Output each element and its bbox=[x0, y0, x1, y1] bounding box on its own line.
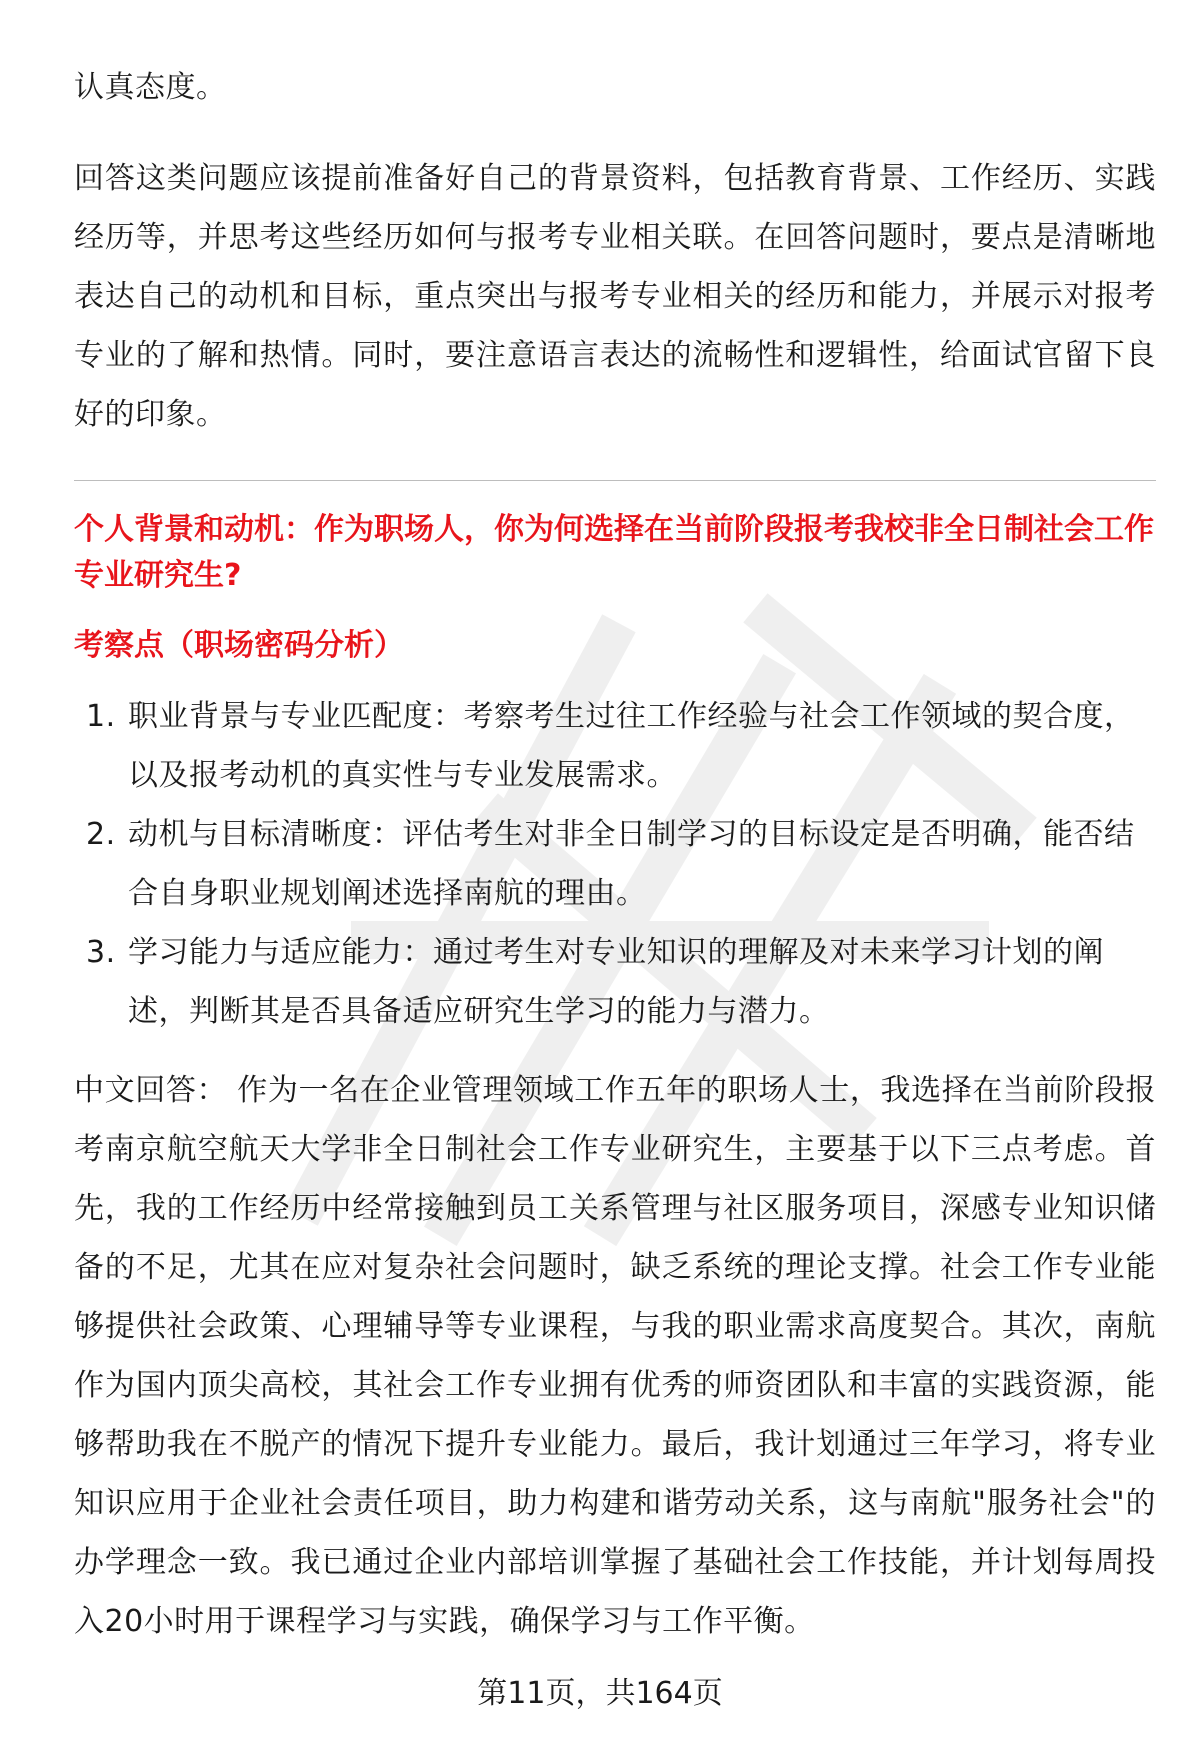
question-heading: 个人背景和动机：作为职场人，你为何选择在当前阶段报考我校非全日制社会工作专业研究生? bbox=[74, 512, 1154, 593]
list-item-number: 3. bbox=[86, 935, 116, 970]
list-item bbox=[74, 805, 1156, 923]
assessment-subheading: 考察点（职场密码分析） bbox=[74, 628, 404, 663]
assessment-points-list bbox=[74, 687, 1156, 1041]
list-item-text: 学习能力与适应能力：通过考生对专业知识的理解及对未来学习计划的阐述，判断其是否具备适应研究生学习的能力与潜力。 bbox=[128, 935, 1104, 1029]
list-item bbox=[74, 923, 1156, 1041]
intro-tail-text: 认真态度。 bbox=[74, 70, 227, 105]
list-item-number: 2. bbox=[86, 817, 116, 852]
page-number-footer: 第11页，共164页 bbox=[477, 1676, 723, 1711]
list-item-number: 1. bbox=[86, 699, 116, 734]
list-item-text: 动机与目标清晰度：评估考生对非全日制学习的目标设定是否明确，能否结合自身职业规划阐述选择南航的理由。 bbox=[128, 817, 1135, 911]
section-divider bbox=[74, 480, 1156, 481]
page-content bbox=[74, 40, 1156, 1651]
list-item-text: 职业背景与专业匹配度：考察考生过往工作经验与社会工作领域的契合度，以及报考动机的真实性与专业发展需求。 bbox=[128, 699, 1135, 793]
advice-paragraph: 回答这类问题应该提前准备好自己的背景资料，包括教育背景、工作经历、实践经历等，并思考这些经历如何与报考专业相关联。在回答问题时，要点是清晰地表达自己的动机和目标，重点突出与报考专业相关的经历和能力，并展示对报考专业的了解和热情。同时，要注意语言表达的流畅性和逻辑性，给面试官留下良好的印象。 bbox=[74, 161, 1156, 432]
answer-paragraph: 中文回答： 作为一名在企业管理领域工作五年的职场人士，我选择在当前阶段报考南京航空航天大学非全日制社会工作专业研究生，主要基于以下三点考虑。首先，我的工作经历中经常接触到员工关系管理与社区服务项目，深感专业知识储备的不足，尤其在应对复杂社会问题时，缺乏系统的理论支撑。社会工作专业能够提供社会政策、心理辅导等专业课程，与我的职业需求高度契合。其次，南航作为国内顶尖高校，其社会工作专业拥有优秀的师资团队和丰富的实践资源，能够帮助我在不脱产的情况下提升专业能力。最后，我计划通过三年学习，将专业知识应用于企业社会责任项目，助力构建和谐劳动关系，这与南航"服务社会"的办学理念一致。我已通过企业内部培训掌握了基础社会工作技能，并计划每周投入20小时用于课程学习与实践，确保学习与工作平衡。 bbox=[74, 1073, 1156, 1639]
list-item bbox=[74, 687, 1156, 805]
